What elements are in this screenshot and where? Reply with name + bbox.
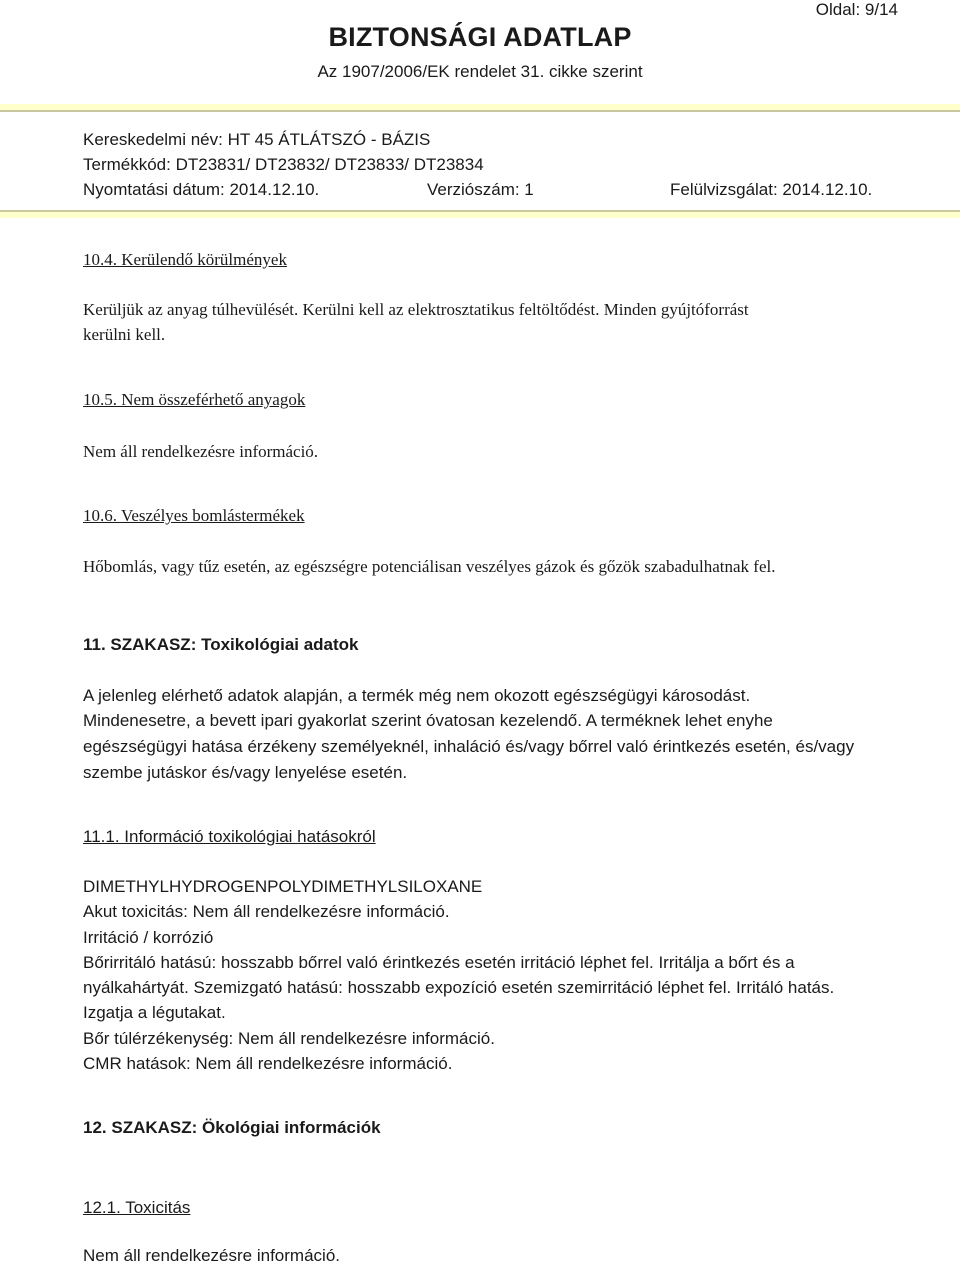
section-10-6-heading: 10.6. Veszélyes bomlástermékek: [83, 506, 305, 525]
irritation-heading: Irritáció / korrózió: [83, 928, 214, 947]
product-code: Termékkód: DT23831/ DT23832/ DT23833/ DT23834: [83, 155, 484, 174]
trade-name: Kereskedelmi név: HT 45 ÁTLÁTSZÓ - BÁZIS: [83, 130, 431, 149]
skin-sensitization: Bőr túlérzékenység: Nem áll rendelkezésre információ.: [83, 1029, 495, 1048]
section-11-heading: 11. SZAKASZ: Toxikológiai adatok: [83, 635, 359, 654]
substance-name: DIMETHYLHYDROGENPOLYDIMETHYLSILOXANE: [83, 877, 483, 896]
section-11-text-1: A jelenleg elérhető adatok alapján, a termék még nem okozott egészségügyi károsodást.: [83, 686, 751, 705]
revision-date: Felülvizsgálat: 2014.12.10.: [670, 180, 873, 199]
section-12-1-heading: 12.1. Toxicitás: [83, 1198, 191, 1217]
section-12-1-text: Nem áll rendelkezésre információ.: [83, 1246, 340, 1265]
section-10-4-heading: 10.4. Kerülendő körülmények: [83, 250, 287, 269]
section-11-1-heading: 11.1. Információ toxikológiai hatásokról: [83, 827, 376, 846]
print-date: Nyomtatási dátum: 2014.12.10.: [83, 180, 320, 199]
section-10-4-text-1: Kerüljük az anyag túlhevülését. Kerülni kell az elektrosztatikus feltöltődést. Minden gyújtóforrást: [83, 300, 749, 319]
page-number: Oldal: 9/14: [815, 0, 898, 19]
section-12-heading: 12. SZAKASZ: Ökológiai információk: [83, 1118, 381, 1137]
header-band-bottom: [0, 212, 960, 218]
section-10-5-heading: 10.5. Nem összeférhető anyagok: [83, 390, 306, 409]
header-divider-top: [0, 110, 960, 112]
section-10-4-text-2: kerülni kell.: [83, 325, 166, 344]
section-11-text-3: egészségügyi hatása érzékeny személyeknél, inhaláció és/vagy bőrrel való érintkezés esetén, és/vagy: [83, 737, 855, 756]
skin-irritation-3: Izgatja a légutakat.: [83, 1003, 226, 1022]
skin-irritation-2: nyálkahártyát. Szemizgató hatású: hosszabb expozíció esetén szemirritáció léphet fel. Irritáló hatás.: [83, 978, 835, 997]
document-subtitle: Az 1907/2006/EK rendelet 31. cikke szerint: [317, 62, 643, 81]
document-title: BIZTONSÁGI ADATLAP: [328, 22, 632, 52]
skin-irritation-1: Bőrirritáló hatású: hosszabb bőrrel való érintkezés esetén irritáció léphet fel. Irritálja a bőrt és a: [83, 953, 795, 972]
section-11-text-4: szembe jutáskor és/vagy lenyelése esetén.: [83, 763, 408, 782]
version-number: Verziószám: 1: [427, 180, 534, 199]
cmr-effects: CMR hatások: Nem áll rendelkezésre információ.: [83, 1054, 453, 1073]
section-10-5-text: Nem áll rendelkezésre információ.: [83, 442, 319, 461]
section-11-text-2: Mindenesetre, a bevett ipari gyakorlat szerint óvatosan kezelendő. A terméknek lehet enyhe: [83, 711, 773, 730]
section-10-6-text: Hőbomlás, vagy tűz esetén, az egészségre potenciálisan veszélyes gázok és gőzök szabadulhatnak fel.: [83, 557, 776, 576]
acute-toxicity: Akut toxicitás: Nem áll rendelkezésre információ.: [83, 902, 450, 921]
